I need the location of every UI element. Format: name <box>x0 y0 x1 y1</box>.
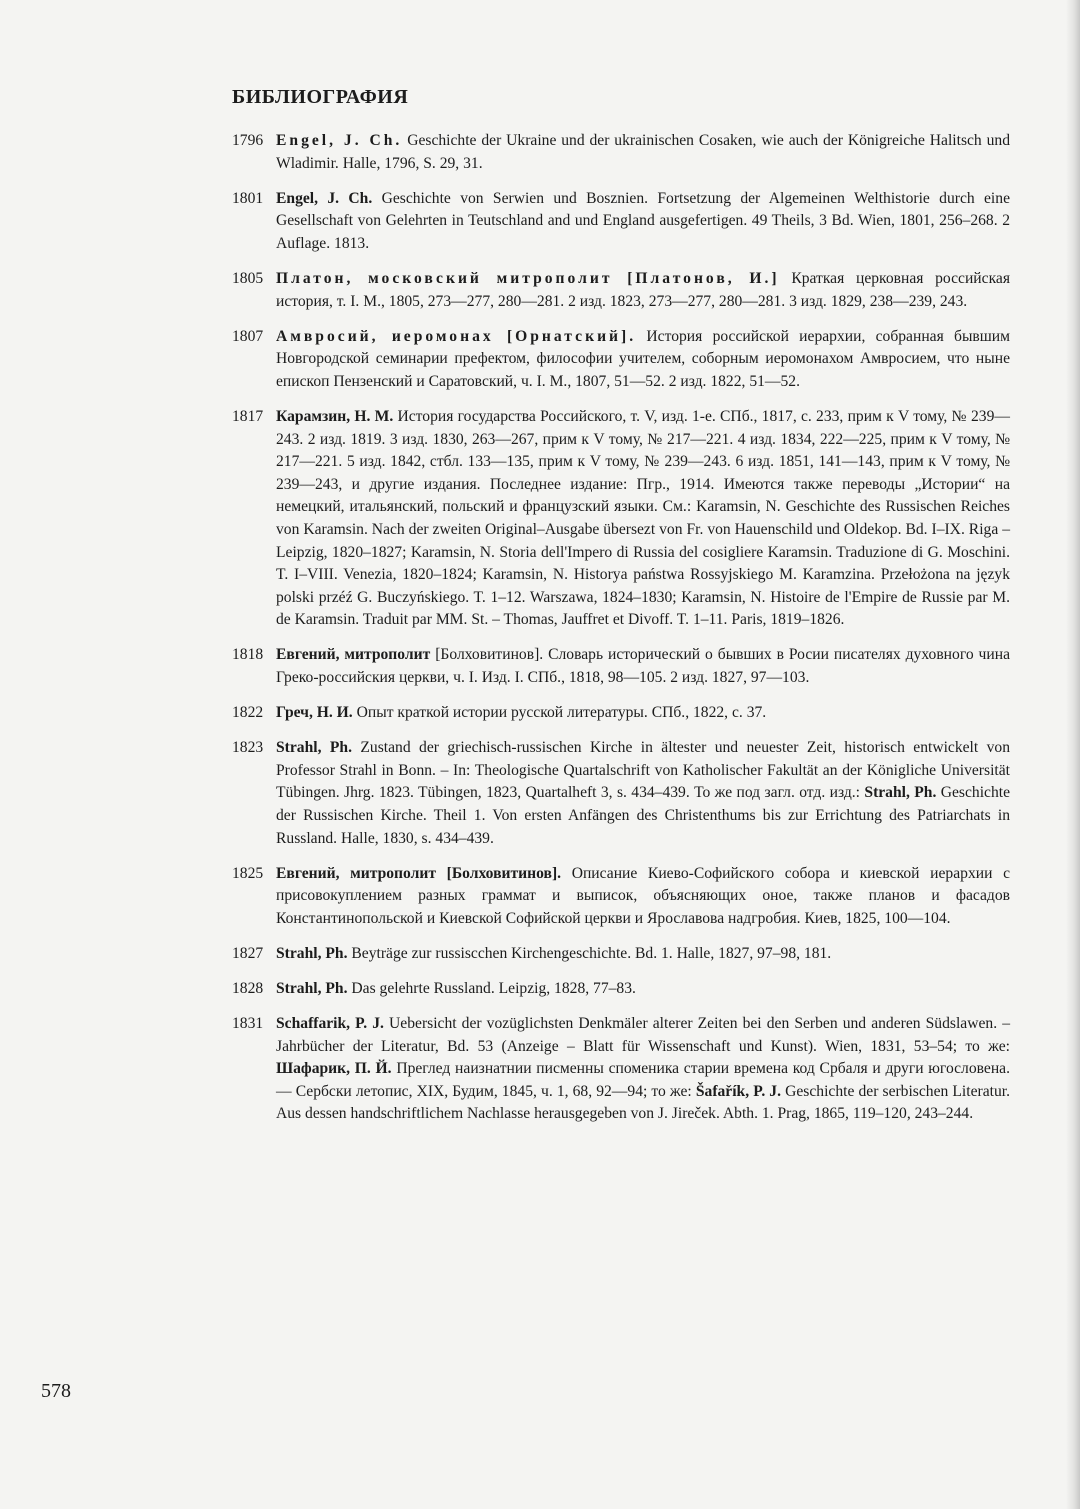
entry-text: История российской иерархии, собранная бывшим Новгородской семинарии префектом, философии учителем, соборным иеромонахом Амвросием, что ныне епископ Пензенский и Саратовский, ч. I. М., 1807, 51—52. 2 изд. 1822, 51—52. <box>276 327 1010 390</box>
entry-year: 1822 <box>232 704 264 722</box>
bibliography-entry-1801 <box>232 188 1010 256</box>
entry-year: 1828 <box>232 980 264 997</box>
bibliography-entry-1805 <box>232 268 1010 313</box>
bibliography-entry-1828 <box>232 978 1010 1001</box>
bibliography-entry-1825 <box>232 863 1010 931</box>
entry-text: Краткая церковная российская история, т. I. М., 1805, 273—277, 280—281. 2 изд. 1823, 273—277, 280—281. 3 изд. 1829, 238—239, 243. <box>276 269 1011 310</box>
bibliography-entry-1817 <box>232 406 1010 632</box>
entry-year: 1817 <box>232 407 264 425</box>
entry-year: 1818 <box>232 646 264 664</box>
entry-author-secondary: Strahl, Ph. <box>864 784 937 802</box>
entry-text: Zustand der griechisch-russischen Kirche in ältester und neuester Zeit, historisch entwickelt von Professor Strahl in Bonn. – In: Theologische Quartalschrift von Katholischer Fakultät an der Königliche Universität Tübingen. Jhrg. 1823. Tübingen, 1823, Quartalheft 3, s. 434–439. То же под загл. отд. изд.: <box>276 739 1011 802</box>
bibliography-entry-1796 <box>232 130 1010 175</box>
entry-year: 1805 <box>232 269 264 287</box>
entry-author-tertiary: Šafařík, P. J. <box>695 1082 782 1100</box>
entry-author: Strahl, Ph. <box>276 739 352 757</box>
page-edge-shadow <box>1066 0 1080 1509</box>
entry-author: Греч, Н. И. <box>276 704 353 722</box>
entry-year: 1831 <box>232 1015 264 1033</box>
entry-year: 1807 <box>232 327 264 345</box>
bibliography-list <box>232 130 1010 1139</box>
entry-text: Geschichte von Serwien und Bosznien. Fortsetzung der Algemeinen Welthistorie durch eine Gesellschaft von Gelehrten in Teutschland and und England ausgefertigen. 49 Theils, 3 Bd. Wien, 1801, 256–268. 2 Auflage. 1813. <box>276 189 1010 252</box>
entry-author: Schaffarik, P. J. <box>276 1015 384 1033</box>
entry-author: Strahl, Ph. <box>276 980 348 997</box>
entry-author: Евгений, митрополит [Болховитинов]. <box>276 864 562 882</box>
entry-year: 1801 <box>232 189 264 207</box>
page-heading: БИБЛИОГРАФИЯ <box>232 86 409 108</box>
entry-text-secondary: Преглед наизнатнии писменны споменика старии времена код Србаля и други югословена. — Сербски летопис, XIX, Будим, 1845, ч. 1, 68, 92—94; то же: <box>276 1060 1010 1100</box>
entry-author: Engel, J. Ch. <box>276 189 373 207</box>
bibliography-entry-1822 <box>232 702 1010 725</box>
bibliography-entry-1807 <box>232 326 1010 394</box>
entry-year: 1823 <box>232 739 264 757</box>
entry-text: Uebersicht der vozüglichsten Denkmäler alterer Zeiten bei den Serben und anderen Südslawen. – Jahrbücher der Literatur, Bd. 53 (Anzeige – Blatt für Wissenschaft und Kunst). Wien, 1831, 53–54; то же: <box>276 1015 1010 1055</box>
entry-author: Карамзин, Н. М. <box>276 407 394 425</box>
entry-author: Strahl, Ph. <box>276 944 348 962</box>
entry-text: Das gelehrte Russland. Leipzig, 1828, 77–83. <box>351 980 636 997</box>
entry-author: Платон, московский митрополит [Платонов, И.] <box>276 269 780 287</box>
page-number: 578 <box>41 1380 71 1402</box>
entry-text: История государства Российского, т. V, изд. 1-е. СПб., 1817, с. 233, прим к V тому, № 239—243. 2 изд. 1819. 3 изд. 1830, 263—267, прим к V тому, № 217—221. 4 изд. 1834, 222—225, прим к V тому, № 217—221. 5 изд. 1842, стбл. 133—135, прим к V тому, № 239—243. 6 изд. 1851, 141—143, прим к V тому, № 239—243, и другие издания. Последнее издание: Пгр., 1914. Имеются также переводы „Истории“ на немецкий, итальянский, польский и французский языки. См.: Karamsin, N. Geschichte des Russischen Reiches von Karamsin. Nach der zweiten Original–Ausgabe übersezt von Fr. von Hauenschild und Oldekop. Bd. I–IX. Riga – Leipzig, 1820–1827; Karamsin, N. Storia dell'Impero di Russia del cosigliere Karamsin. Traduzione di G. Moschini. T. I–VIII. Venezia, 1820–1824; Karamsin, N. Historya państwa Rossyjskiego M. Karamzina. Przełożona na język polski przéź G. Buczyńskiego. T. 1–12. Warszawa, 1824–1830; Karamsin, N. Histoire de l'Empire de Russie par M. de Karamsin. Traduit par MM. St. – Thomas, Jauffret et Divoff. T. 1–11. Paris, 1819–1826. <box>276 407 1010 629</box>
entry-year: 1796 <box>232 132 264 149</box>
entry-text: Описание Киево-Софийского собора и киевской иерархии с присовокуплением разных граммат и выписок, объясняющих оное, также планов и фасадов Константинопольской и Киевской Софийской церкви и Ярославова надгробия. Киев, 1825, 100—104. <box>276 864 1010 927</box>
bibliography-entry-1827 <box>232 943 1010 966</box>
entry-text: Опыт краткой истории русской литературы. СПб., 1822, с. 37. <box>356 704 767 722</box>
entry-author: Engel, J. Ch. <box>276 132 403 149</box>
entry-author: Евгений, митрополит <box>276 646 431 664</box>
entry-text: [Болховитинов]. Словарь исторический о бывших в Росии писателях духовного чина Греко-российския церкви, ч. I. Изд. I. СПб., 1818, 98—105. 2 изд. 1827, 97—103. <box>276 646 1010 686</box>
entry-text-tertiary: Geschichte der serbischen Literatur. Aus dessen handschriftlichem Nachlasse herausgegeben von J. Jireček. Abth. 1. Prag, 1865, 119–120, 243–244. <box>276 1082 1010 1123</box>
entry-text: Geschichte der Ukraine und der ukrainischen Cosaken, wie auch der Königreiche Halitsch und Wladimir. Halle, 1796, S. 29, 31. <box>276 132 1010 172</box>
bibliography-entry-1831 <box>232 1013 1010 1126</box>
bibliography-entry-1818 <box>232 644 1010 689</box>
entry-year: 1827 <box>232 944 264 962</box>
entry-author-secondary: Шафарик, П. Й. <box>276 1060 392 1078</box>
entry-year: 1825 <box>232 864 264 882</box>
entry-author: Амвросий, иеромонах [Орнатский]. <box>276 327 637 345</box>
bibliography-entry-1823 <box>232 737 1010 850</box>
entry-text: Beyträge zur russiscchen Kirchengeschichte. Bd. 1. Halle, 1827, 97–98, 181. <box>351 944 832 962</box>
entry-text-secondary: Geschichte der Russischen Kirche. Theil 1. Von ersten Anfängen des Christenthums bis zur Errichtung des Patriarchats in Russland. Halle, 1830, s. 434–439. <box>276 784 1010 847</box>
